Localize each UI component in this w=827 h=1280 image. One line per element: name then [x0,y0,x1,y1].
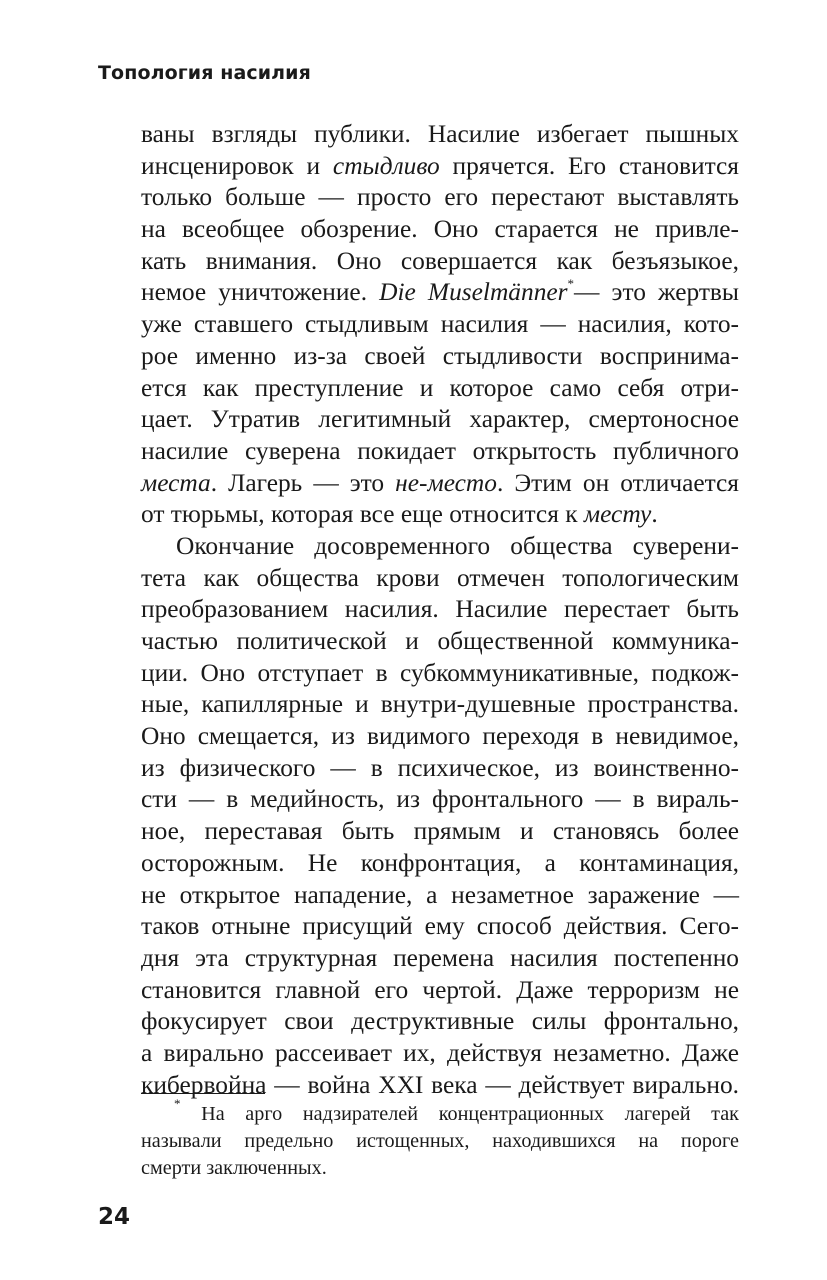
text-line [141,214,739,246]
footnote-marker: * [567,276,575,292]
text-run: становится главной его чертой. Даже терроризм не [141,975,739,1004]
italic-text: стыдливо [332,151,440,180]
text-run: цает. Утратив легитимный характер, смертоносное [141,405,739,434]
text-run: частью политической и общественной коммуника- [141,627,739,655]
text-run: кать внимания. Оно совершается как безъязыкое, [141,246,739,275]
text-line [141,151,739,183]
text-line [141,880,739,912]
text-run: На арго надзирателей концентрационных лагерей так [180,1103,739,1125]
text-line [141,1070,739,1102]
text-run: ции. Оно отступает в субкоммуникативные, подкож- [141,658,739,687]
text-line [141,1006,739,1038]
text-run: дня эта структурная перемена насилия постепенно [141,943,739,972]
text-run: на всеобщее обозрение. Оно старается не привле- [141,215,739,244]
text-line [141,943,739,975]
text-line [141,563,739,595]
text-run: — это жертвы [574,278,739,307]
text-line [141,1038,739,1070]
text-run: прячется. Его становится [439,151,739,180]
text-run: осторожным. Не конфронтация, а контаминация, [141,848,739,877]
paragraph-start-line [141,531,739,563]
text-run: кибервойна — война XXI века — действует вирально. [141,1070,739,1099]
text-line [141,658,739,690]
text-run: Оно смещается, из видимого переходя в невидимое, [141,722,739,751]
text-line [141,721,739,753]
text-line [141,182,739,214]
text-run: смерти заключенных. [141,1157,327,1179]
text-run: фокусирует свои деструктивные силы фронтально, [141,1007,739,1036]
text-line [141,373,739,405]
text-run: называли предельно истощенных, находившихся на пороге [141,1130,739,1152]
text-line [141,594,739,626]
text-run: немое уничтожение. [141,278,380,307]
text-line [141,468,739,500]
text-line [141,848,739,880]
text-line [141,246,739,278]
text-line [141,119,739,151]
text-run: насилие суверена покидает открытость публичного [141,436,739,465]
text-run: ное, переставая быть прямым и становясь более [141,817,739,846]
text-run: . [651,500,658,529]
footnote-divider [141,1093,265,1094]
paragraph-end-line [141,499,739,531]
text-line [141,816,739,848]
text-run: таков отныне присущий ему способ действия. Сего- [141,912,739,941]
text-run: уже ставшего стыдливым насилия — насилия, кото- [141,310,739,339]
footnote-line [141,1096,739,1128]
text-run: преобразованием насилия. Насилие перестает быть [141,595,739,624]
text-run: ваны взгляды публики. Насилие избегает пышных [141,120,739,148]
text-run: . Этим он отличается [496,468,739,497]
text-line [141,689,739,721]
footnote-line [141,1155,739,1182]
text-line [141,784,739,816]
text-run: от тюрьмы, которая все еще относится к [141,500,584,529]
text-line [141,436,739,468]
running-head: Топология насилия [98,62,311,84]
text-run: из физического — в психическое, из воинственно- [141,753,739,782]
main-text [141,119,739,1101]
footnote [141,1096,739,1182]
footnote-line [141,1128,739,1155]
text-line [141,404,739,436]
text-run: ные, капиллярные и внутри-душевные пространства. [141,690,739,719]
text-line [141,753,739,785]
text-run: а вирально рассеивает их, действуя незаметно. Даже [141,1038,739,1067]
footnote-marker: * [174,1096,181,1111]
text-run: не открытое нападение, а незаметное заражение — [141,880,739,909]
italic-text: места [141,468,211,497]
page-number: 24 [98,1204,131,1230]
text-line [141,975,739,1007]
text-run: . Лагерь — это [210,468,396,497]
text-run: только больше — просто его перестают выставлять [141,183,739,212]
italic-text: месту [583,500,652,529]
text-run: инсценировок и [141,151,333,180]
text-line [141,309,739,341]
text-run: рое именно из-за своей стыдливости воспринима- [141,341,739,370]
text-run: Окончание досовременного общества суверени- [176,531,739,560]
text-line [141,626,739,658]
italic-text: не-место [395,468,497,497]
text-line [141,277,739,309]
italic-text: Die Muselmänner [379,278,568,307]
text-run: ется как преступление и которое само себя отри- [141,373,739,402]
text-line [141,911,739,943]
text-run: тета как общества крови отмечен топологическим [141,563,739,592]
text-line [141,341,739,373]
text-run: сти — в медийность, из фронтального — в вираль- [141,785,739,814]
